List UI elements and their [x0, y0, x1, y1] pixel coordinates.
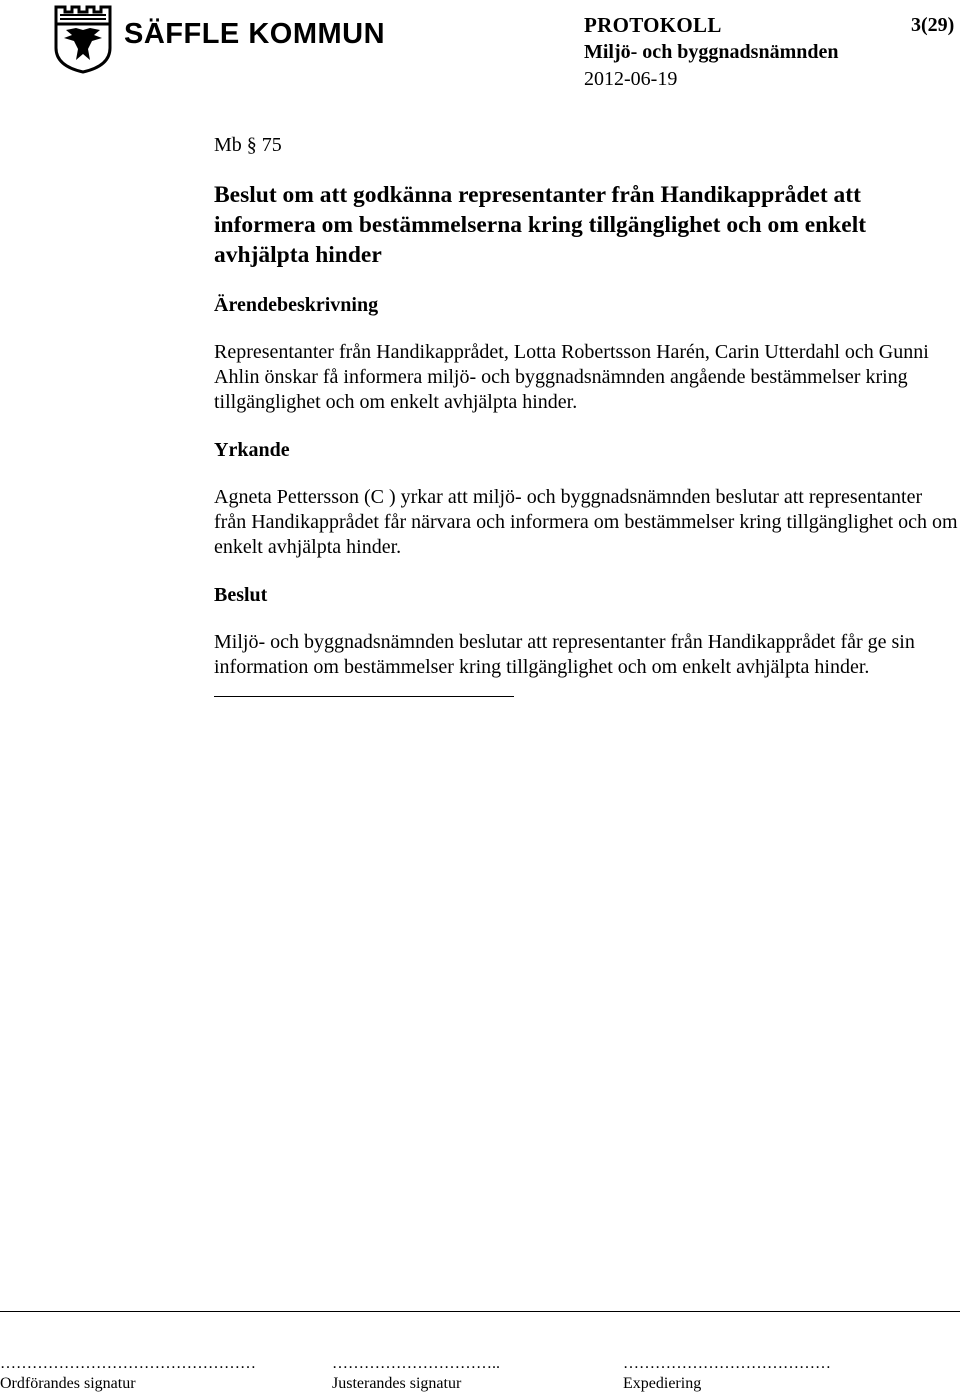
meeting-date: 2012-06-19: [584, 68, 678, 90]
paragraph-reference: Mb § 75: [214, 134, 282, 156]
signature-dispatch: [623, 1354, 831, 1394]
section-heading-description: Ärendebeskrivning: [214, 294, 379, 316]
page-number: 3(29): [911, 14, 955, 36]
org-logo-text: SÄFFLE KOMMUN: [124, 18, 386, 50]
end-divider: [214, 696, 514, 697]
signature-label: Ordförandes signatur: [0, 1375, 136, 1392]
section-text-decision: Miljö- och byggnadsnämnden beslutar att representanter från Handikapprådet får ge sin information om bestämmelser kring tillgänglighet och om enkelt avhjälpta hinder.: [214, 631, 915, 678]
decision-title: Beslut om att godkänna representanter från Handikapprådet att informera om bestämmelserna kring tillgänglighet och om enkelt avhjälpta hinder: [214, 182, 867, 268]
committee-name: Miljö- och byggnadsnämnden: [584, 41, 839, 63]
section-text-motion: Agneta Pettersson (C ) yrkar att miljö- och byggnadsnämnden beslutar att representanter från Handikapprådet får närvara och informera om bestämmelser kring tillgänglighet och om enkelt avhjälpta hinder.: [214, 486, 958, 558]
header-meta: [584, 12, 839, 93]
signature-line: …………………………………: [623, 1355, 831, 1372]
signature-label: Expediering: [623, 1375, 702, 1392]
document-body: [214, 132, 958, 697]
document-type: PROTOKOLL: [584, 13, 722, 37]
signature-line: …………………………………………: [0, 1355, 256, 1372]
coat-of-arms-icon: [52, 2, 114, 74]
signature-adjuster: [332, 1354, 500, 1394]
section-heading-motion: Yrkande: [214, 439, 290, 461]
signature-line: …………………………..: [332, 1355, 500, 1372]
section-text-description: Representanter från Handikapprådet, Lotta Robertsson Harén, Carin Utterdahl och Gunni Ahlin önskar få informera miljö- och byggnadsnämnden angående bestämmelser kring tillgänglighet och om enkelt avhjälpta hinder.: [214, 341, 929, 413]
signature-label: Justerandes signatur: [332, 1375, 462, 1392]
signature-chair: [0, 1354, 256, 1394]
section-heading-decision: Beslut: [214, 584, 268, 606]
footer-divider: [0, 1311, 960, 1312]
